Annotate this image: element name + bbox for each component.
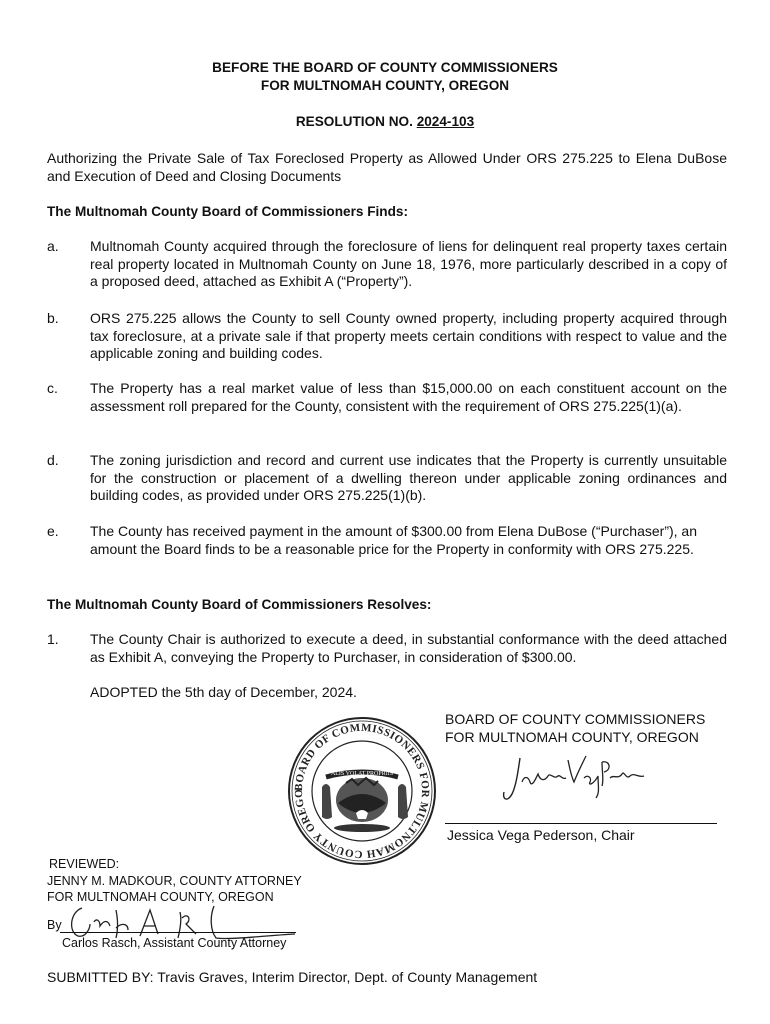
resolution-prefix: RESOLUTION NO. <box>295 114 413 129</box>
finding-letter: a. <box>47 238 59 254</box>
chair-signature-line <box>445 823 717 824</box>
finding-d <box>47 452 727 505</box>
header-line-2: FOR MULTNOMAH COUNTY, OREGON <box>260 78 510 93</box>
finding-c <box>47 380 727 415</box>
finding-text: The zoning jurisdiction and record and current use indicates that the Property is currently unsuitable for the construction or placement of a dwelling thereon under applicable zoning ordinances and building codes, as provided under ORS 275.225(1)(b). <box>90 452 727 503</box>
finding-a <box>47 238 727 291</box>
finding-letter: e. <box>47 523 59 539</box>
by-label: By <box>47 918 62 932</box>
board-line-2: FOR MULTNOMAH COUNTY, OREGON <box>445 729 699 745</box>
finding-letter: b. <box>47 310 59 326</box>
finding-text: Multnomah County acquired through the foreclosure of liens for delinquent real property taxes certain real property located in Multnomah County on June 18, 1976, more particularly described in a copy of a proposed deed, attached as Exhibit A (“Property”). <box>90 238 727 289</box>
resolution-number-value: 2024-103 <box>416 114 475 129</box>
attorney-name: Carlos Rasch, Assistant County Attorney <box>62 936 287 950</box>
finding-text: ORS 275.225 allows the County to sell County owned property, including property acquired through tax foreclosure, at a private sale if that property meets certain conditions with respect to value and the applicable zoning and building codes. <box>90 310 727 361</box>
finding-letter: c. <box>47 380 58 396</box>
resolve-number: 1. <box>47 631 59 647</box>
board-line-1: BOARD OF COUNTY COMMISSIONERS <box>445 711 706 727</box>
attorney-signature-line <box>60 932 296 933</box>
chair-name: Jessica Vega Pederson, Chair <box>447 827 635 843</box>
reviewer-line-1: JENNY M. MADKOUR, COUNTY ATTORNEY <box>47 874 302 888</box>
finding-text: The Property has a real market value of less than $15,000.00 on each constituent account on the assessment roll prepared for the County, consistent with the requirement of ORS 275.225(1)(a). <box>90 380 727 414</box>
resolution-number <box>0 114 770 129</box>
resolution-title: Authorizing the Private Sale of Tax Foreclosed Property as Allowed Under ORS 275.225 to Elena DuBose and Execution of Deed and Closing Documents <box>47 150 727 184</box>
reviewed-label: REVIEWED: <box>49 857 120 871</box>
finding-b <box>47 310 727 363</box>
county-seal <box>281 706 438 867</box>
seal-motto: ALIS VOLAT PROPRIIS <box>330 771 394 777</box>
header-line-1: BEFORE THE BOARD OF COUNTY COMMISSIONERS <box>212 60 558 75</box>
findings-heading: The Multnomah County Board of Commissioners Finds: <box>47 204 408 219</box>
seal-outer-text: BOARD OF COMMISSIONERS FOR MULTNOMAH COUNTY OREGON <box>281 706 432 861</box>
resolves-heading: The Multnomah County Board of Commissioners Resolves: <box>47 597 432 612</box>
chair-signature <box>498 752 648 807</box>
finding-letter: d. <box>47 452 59 468</box>
submitted-by: SUBMITTED BY: Travis Graves, Interim Director, Dept. of County Management <box>47 969 538 985</box>
resolve-1 <box>47 631 727 666</box>
finding-e <box>47 523 727 558</box>
resolve-text: The County Chair is authorized to execute a deed, in substantial conformance with the deed attached as Exhibit A, conveying the Property to Purchaser, in consideration of $300.00. <box>90 631 727 665</box>
reviewer-line-2: FOR MULTNOMAH COUNTY, OREGON <box>47 890 274 904</box>
adopted-date: ADOPTED the 5th day of December, 2024. <box>90 684 357 700</box>
finding-text: The County has received payment in the amount of $300.00 from Elena DuBose (“Purchaser”), an amount the Board finds to be a reasonable price for the Property in conformity with ORS 275.225. <box>90 523 697 557</box>
